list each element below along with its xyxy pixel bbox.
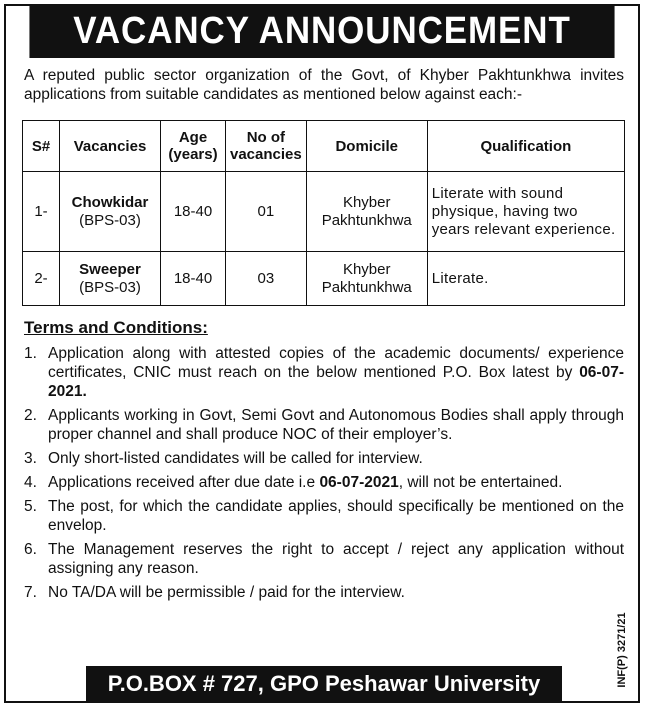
table-row (23, 252, 625, 306)
cell-sno: 2- (23, 252, 60, 306)
post-scale: (BPS-03) (79, 211, 141, 229)
term-text: The Management reserves the right to accept / reject any application without assigning any reason. (48, 541, 624, 577)
list-item (24, 406, 624, 444)
term-body-end: , will not be entertained. (398, 474, 563, 491)
term-text: Applicants working in Govt, Semi Govt and Autonomous Bodies shall apply through proper channel and shall produce NOC of their employer’s. (48, 407, 624, 443)
term-number: 2. (24, 407, 37, 424)
cell-domicile: Khyber Pakhtunkhwa (306, 252, 427, 306)
reference-number (615, 600, 629, 700)
term-text: No TA/DA will be permissible / paid for the interview. (48, 584, 405, 601)
list-item (24, 344, 624, 401)
post-scale: (BPS-03) (79, 278, 141, 296)
cell-age: 18-40 (161, 172, 226, 252)
header-domicile: Domicile (306, 121, 427, 172)
term-number: 6. (24, 541, 37, 558)
terms-heading: Terms and Conditions: (24, 318, 208, 337)
cell-domicile: Khyber Pakhtunkhwa (306, 172, 427, 252)
footer-address: P.O.BOX # 727, GPO Peshawar University (86, 666, 562, 702)
header-count: No of vacancies (226, 121, 307, 172)
page-title: VACANCY ANNOUNCEMENT (29, 4, 614, 58)
header-age: Age (years) (161, 121, 226, 172)
reference-number-text: INF(P) 3271/21 (616, 612, 628, 688)
term-text (48, 473, 624, 492)
cell-vacancy (60, 172, 161, 252)
list-item (24, 449, 624, 468)
intro-paragraph: A reputed public sector organization of the Govt, of Khyber Pakhtunkhwa invites applications from suitable candidates as mentioned below against each:- (24, 67, 624, 103)
term-text: Only short-listed candidates will be called for interview. (48, 450, 423, 467)
term-text (48, 344, 624, 401)
post-title: Chowkidar (71, 193, 149, 211)
term-body: Application along with attested copies of the academic documents/ experience certificates, CNIC must reach on the below mentioned P.O. Box latest by (48, 345, 624, 381)
cell-qualification: Literate with sound physique, having two years relevant experience. (427, 172, 624, 252)
vacancy-table (22, 120, 625, 306)
term-text: The post, for which the candidate applies, should specifically be mentioned on the envelop. (48, 498, 624, 534)
term-date: 06-07-2021. (48, 364, 624, 400)
term-number: 4. (24, 474, 37, 491)
header-sno: S# (23, 121, 60, 172)
cell-age: 18-40 (161, 252, 226, 306)
list-item (24, 497, 624, 535)
term-number: 5. (24, 498, 37, 515)
list-item (24, 540, 624, 578)
cell-qualification: Literate. (427, 252, 624, 306)
term-number: 7. (24, 584, 37, 601)
term-number: 1. (24, 345, 37, 362)
term-body: Applications received after due date i.e (48, 474, 316, 491)
cell-count: 03 (226, 252, 307, 306)
terms-list (24, 344, 624, 607)
cell-sno: 1- (23, 172, 60, 252)
list-item (24, 583, 624, 602)
header-vacancies: Vacancies (60, 121, 161, 172)
term-number: 3. (24, 450, 37, 467)
term-date: 06-07-2021 (319, 474, 399, 491)
header-qualification: Qualification (427, 121, 624, 172)
cell-count: 01 (226, 172, 307, 252)
post-title: Sweeper (79, 260, 141, 278)
cell-vacancy (60, 252, 161, 306)
list-item (24, 473, 624, 492)
table-row (23, 172, 625, 252)
table-header-row (23, 121, 625, 172)
